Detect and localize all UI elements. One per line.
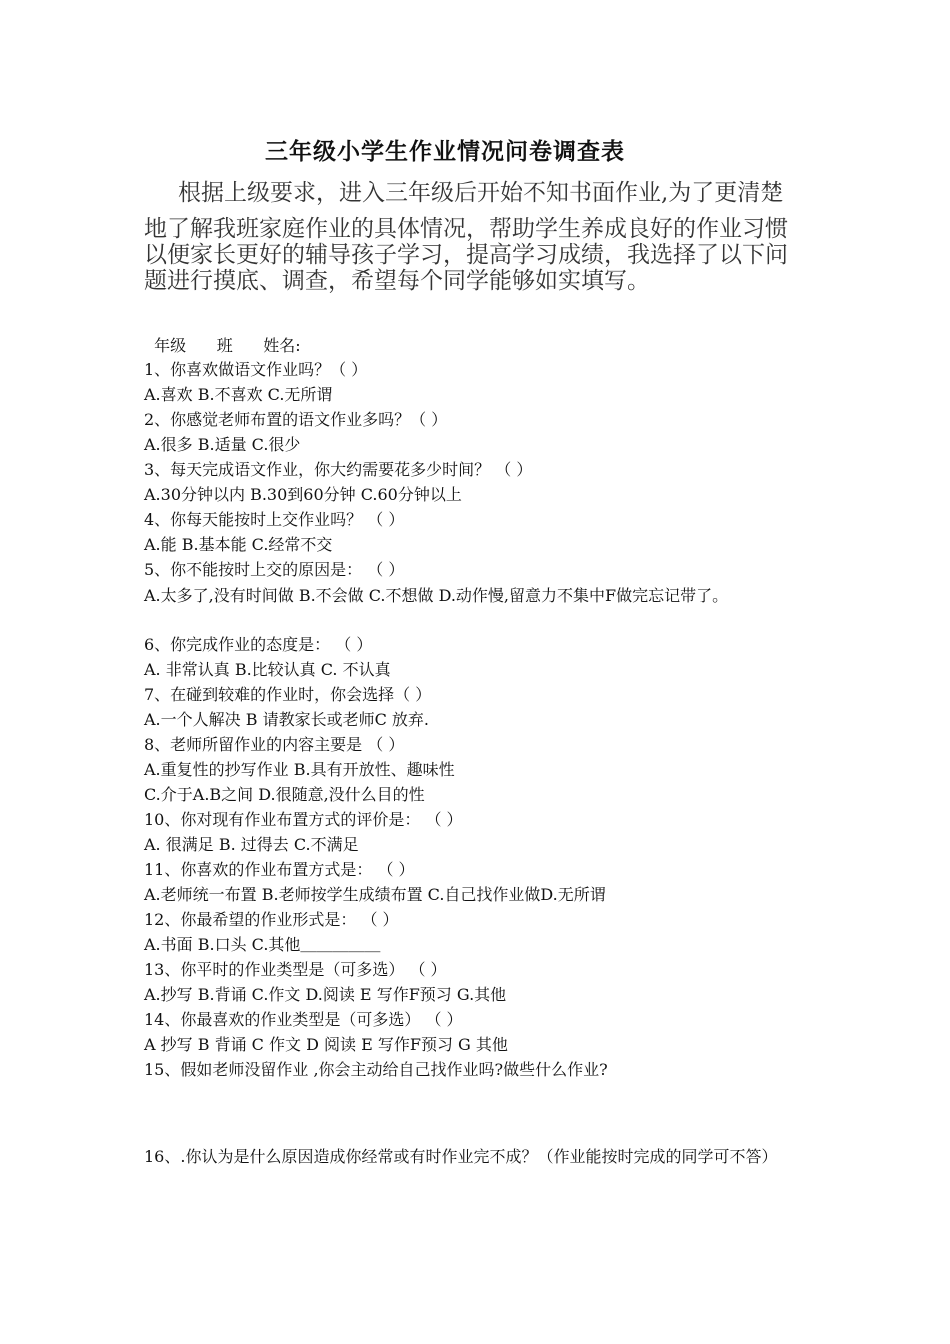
question-5: 5、你不能按时上交的原因是： （ ） <box>144 560 405 579</box>
question-6: 6、你完成作业的态度是： （ ） <box>144 635 373 654</box>
student-info-line: 年级 班 姓名: <box>144 336 301 355</box>
question-11: 11、你喜欢的作业布置方式是： （ ） <box>144 860 415 879</box>
answer-options-1: A.喜欢 B.不喜欢 C.无所谓 <box>144 385 333 404</box>
answer-options-8a: A.重复性的抄写作业 B.具有开放性、趣味性 <box>144 760 455 779</box>
question-2: 2、你感觉老师布置的语文作业多吗？（ ） <box>144 410 448 429</box>
question-14: 14、你最喜欢的作业类型是（可多选） （ ） <box>144 1010 463 1029</box>
answer-options-13: A.抄写 B.背诵 C.作文 D.阅读 E 写作F预习 G.其他 <box>144 985 507 1004</box>
page-title: 三年级小学生作业情况问卷调查表 <box>265 139 625 165</box>
question-8: 8、老师所留作业的内容主要是 （ ） <box>144 735 405 754</box>
answer-options-6: A. 非常认真 B.比较认真 C. 不认真 <box>144 660 391 679</box>
question-16: 16、.你认为是什么原因造成你经常或有时作业完不成？（作业能按时完成的同学可不答） <box>144 1147 778 1166</box>
question-3: 3、每天完成语文作业，你大约需要花多少时间？ （ ） <box>144 460 533 479</box>
question-13: 13、你平时的作业类型是（可多选） （ ） <box>144 960 447 979</box>
intro-line: 题进行摸底、调查，希望每个同学能够如实填写。 <box>144 268 650 294</box>
question-1: 1、你喜欢做语文作业吗？（ ） <box>144 360 368 379</box>
question-4: 4、你每天能按时上交作业吗？ （ ） <box>144 510 405 529</box>
answer-options-11: A.老师统一布置 B.老师按学生成绩布置 C.自己找作业做D.无所谓 <box>144 885 606 904</box>
intro-paragraph <box>144 180 814 294</box>
answer-options-10: A. 很满足 B. 过得去 C.不满足 <box>144 835 359 854</box>
question-12: 12、你最希望的作业形式是： （ ） <box>144 910 399 929</box>
question-15: 15、假如老师没留作业 ,你会主动给自己找作业吗?做些什么作业? <box>144 1060 608 1079</box>
answer-options-8b: C.介于A.B之间 D.很随意,没什么目的性 <box>144 785 425 804</box>
intro-line: 根据上级要求，进入三年级后开始不知书面作业,为了更清楚 <box>178 180 784 206</box>
intro-line: 以便家长更好的辅导孩子学习，提高学习成绩，我选择了以下问 <box>144 242 788 268</box>
answer-options-3: A.30分钟以内 B.30到60分钟 C.60分钟以上 <box>144 485 462 504</box>
question-7: 7、在碰到较难的作业时，你会选择（ ） <box>144 685 432 704</box>
answer-options-2: A.很多 B.适量 C.很少 <box>144 435 301 454</box>
intro-line: 地了解我班家庭作业的具体情况，帮助学生养成良好的作业习惯 <box>144 216 788 242</box>
question-10: 10、你对现有作业布置方式的评价是： （ ） <box>144 810 463 829</box>
answer-options-4: A.能 B.基本能 C.经常不交 <box>144 535 333 554</box>
answer-options-14: A 抄写 B 背诵 C 作文 D 阅读 E 写作F预习 G 其他 <box>144 1035 508 1054</box>
answer-options-5: A.太多了,没有时间做 B.不会做 C.不想做 D.动作慢,留意力不集中F做完忘记带了。 <box>144 586 729 605</box>
answer-options-7: A.一个人解决 B 请教家长或老师C 放弃. <box>144 710 429 729</box>
answer-options-12: A.书面 B.口头 C.其他＿＿＿＿＿ <box>144 935 381 954</box>
